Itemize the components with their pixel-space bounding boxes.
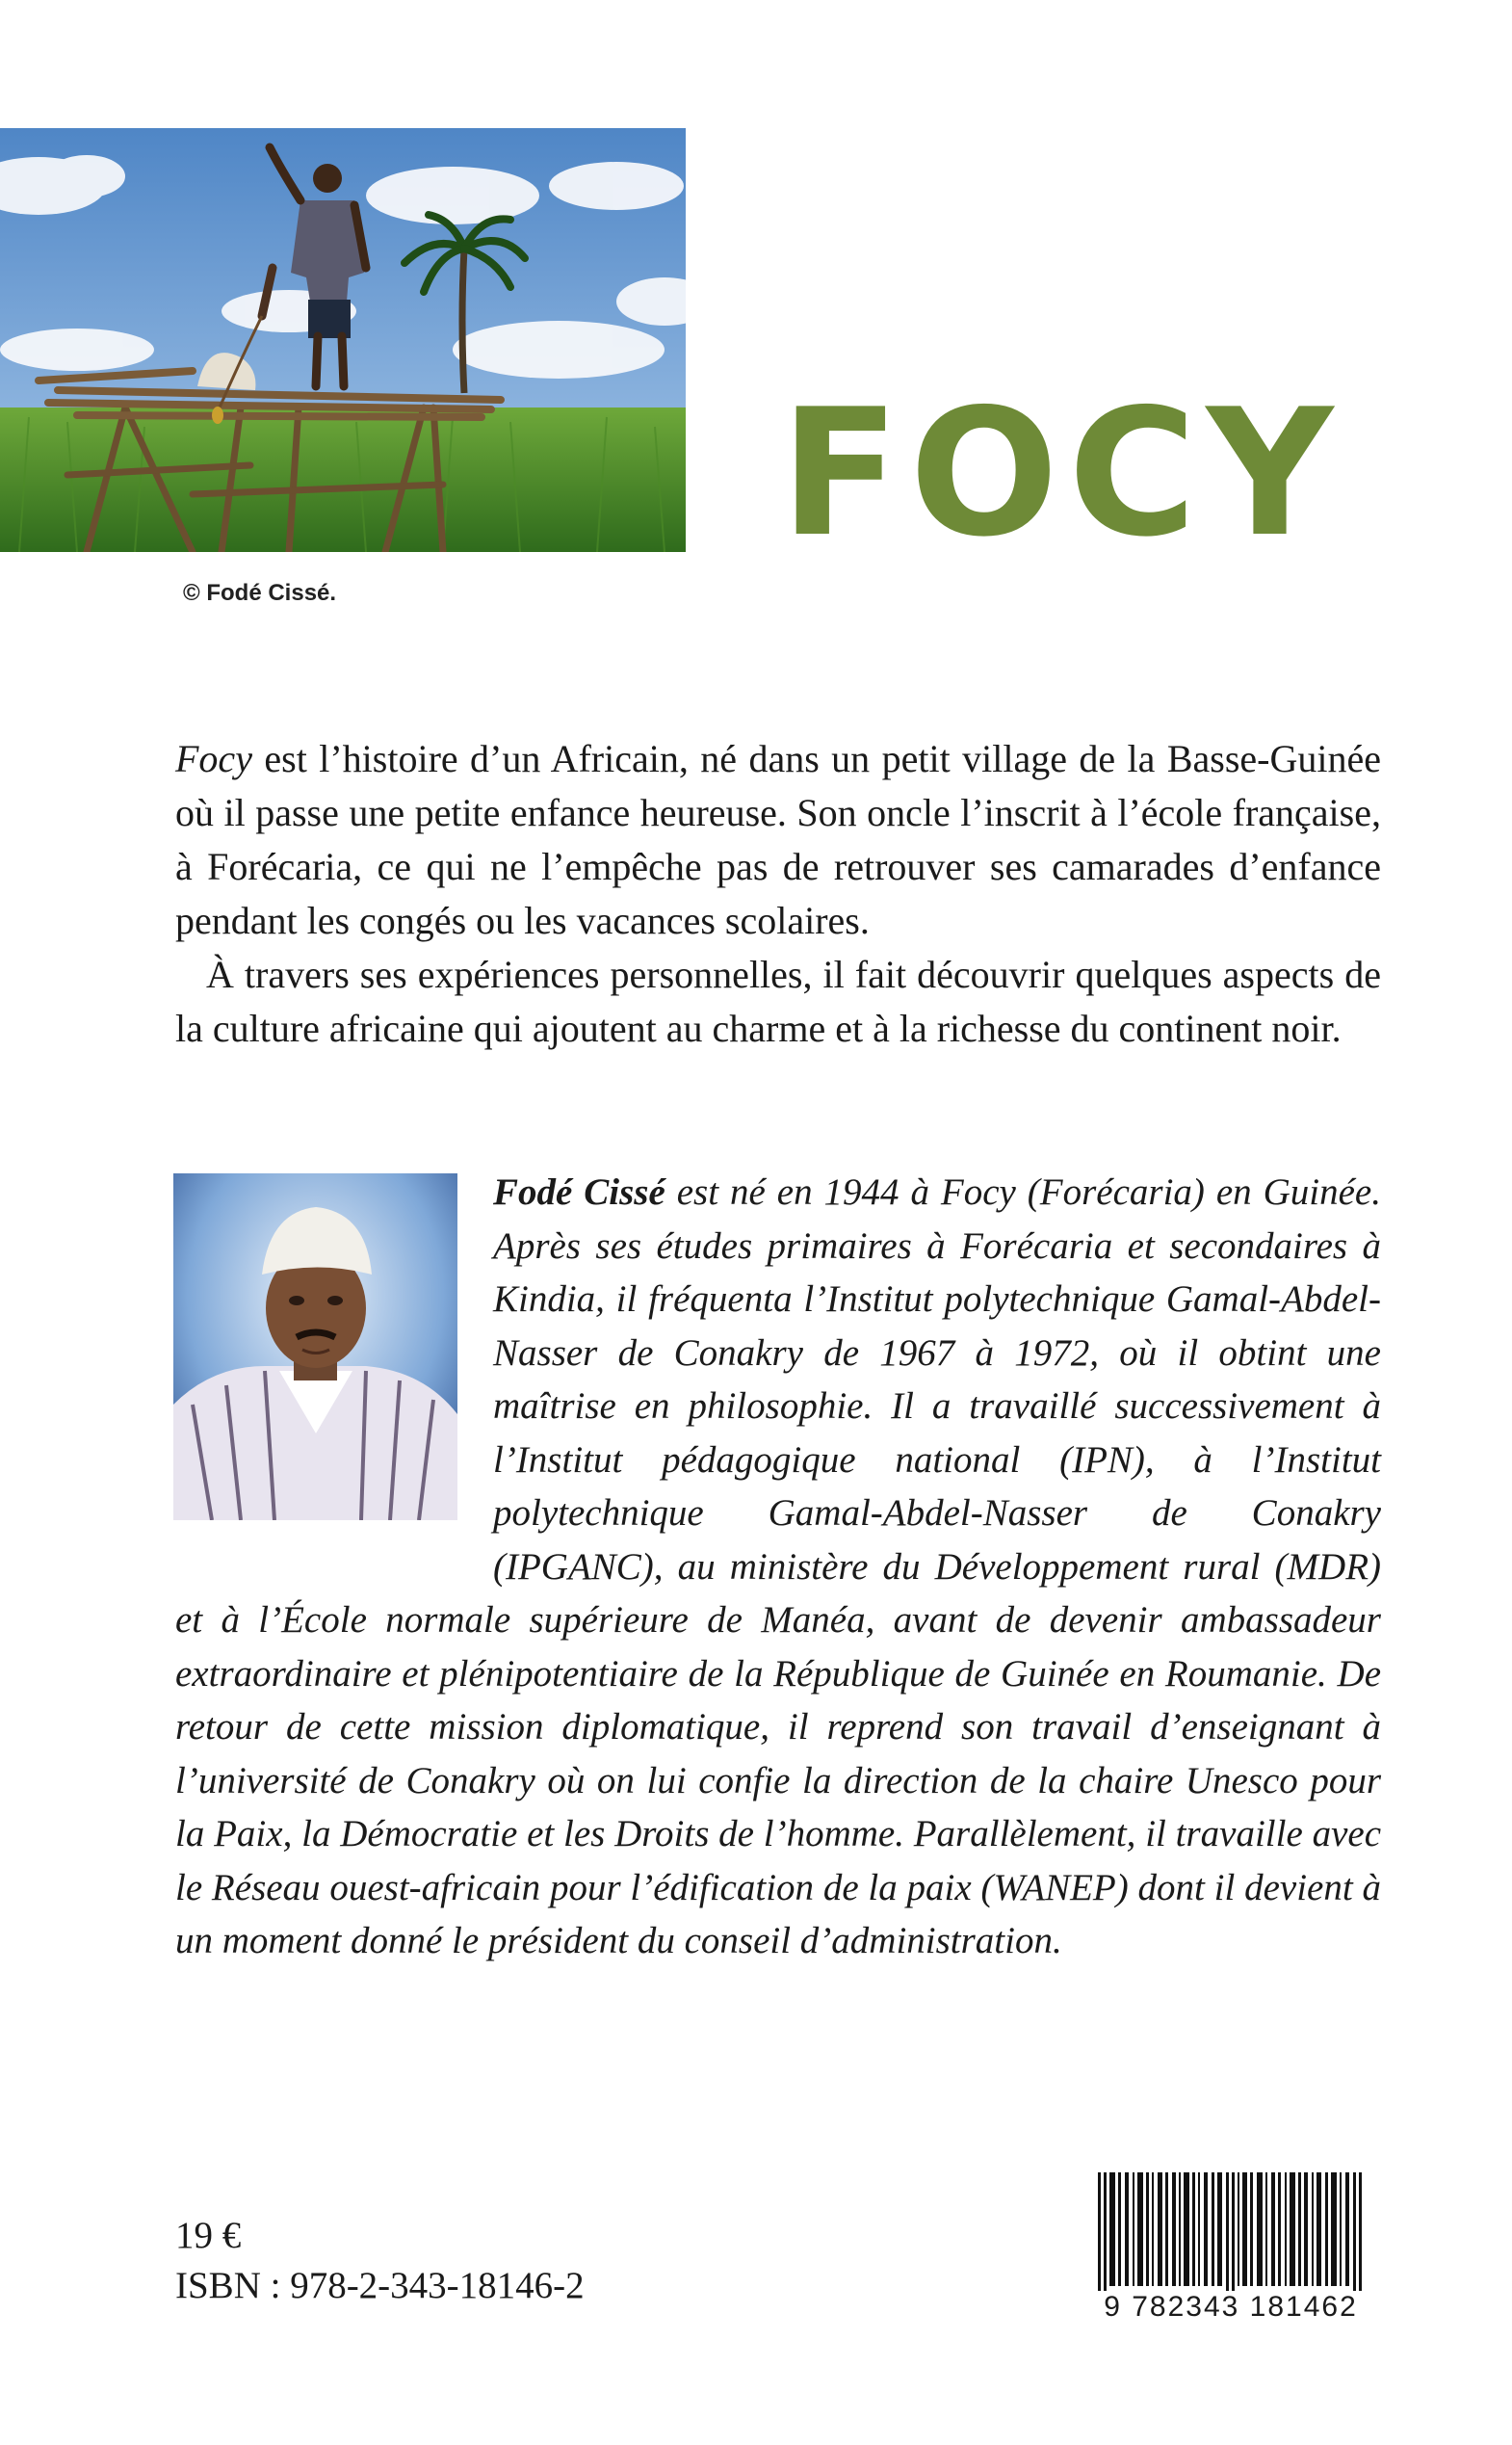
- synopsis: [175, 732, 1381, 1056]
- barcode-bars: [1081, 2172, 1381, 2293]
- price: 19 €: [175, 2215, 242, 2256]
- barcode-digits: 9 782343 181462: [1081, 2291, 1381, 2324]
- cover-photo-illustration: [0, 128, 686, 552]
- cover-photo: [0, 128, 686, 552]
- book-title: FOCY: [780, 371, 1343, 575]
- author-photo-spacer: [175, 1166, 493, 1590]
- synopsis-paragraph-1-text: est l’histoire d’un Africain, né dans un petit village de la Basse-Guinée où il passe une petite enfance heureuse. Son oncle l’inscrit à l’école française, à Forécaria, ce qui ne l’empêche pas de retrouver ses camarades d’enfance pendant les congés ou les vacances scolaires.: [175, 737, 1381, 942]
- synopsis-paragraph-2: À travers ses expériences personnelles, il fait découvrir quelques aspects de la culture africaine qui ajoutent au charme et à la richesse du continent noir.: [175, 953, 1381, 1050]
- author-bio: [175, 1166, 1381, 1968]
- photo-caption: © Fodé Cissé.: [183, 580, 337, 606]
- author-name: Fodé Cissé: [493, 1171, 665, 1213]
- isbn: ISBN : 978-2-343-18146-2: [175, 2265, 585, 2306]
- synopsis-paragraph-1: [175, 732, 1381, 948]
- synopsis-lead-word: Focy: [175, 737, 252, 780]
- author-bio-text: est né en 1944 à Focy (Forécaria) en Guinée. Après ses études primaires à Forécaria et secondaires à Kindia, il fréquenta l’Institut polytechnique Gamal-Abdel-Nasser de Conakry de 1967 à 1972, où il obtint une maîtrise en philosophie. Il a travaillé successivement à l’Institut pédagogique national (IPN), à l’Institut polytechnique Gamal-Abdel-Nasser de Conakry (IPGANC), au ministère du Développement rural (MDR) et à l’École normale supérieure de Manéa, avant de devenir ambassadeur extraordinaire et plénipotentiaire de la République de Guinée en Roumanie. De retour de cette mission diplomatique, il reprend son travail d’enseignant à l’université de Conakry où on lui confie la direction de la chaire Unesco pour la Paix, la Démocratie et les Droits de l’homme. Parallèlement, il travaille avec le Réseau ouest-africain pour l’édification de la paix (WANEP) dont il devient à un moment donné le président du conseil d’administration.: [175, 1171, 1381, 1961]
